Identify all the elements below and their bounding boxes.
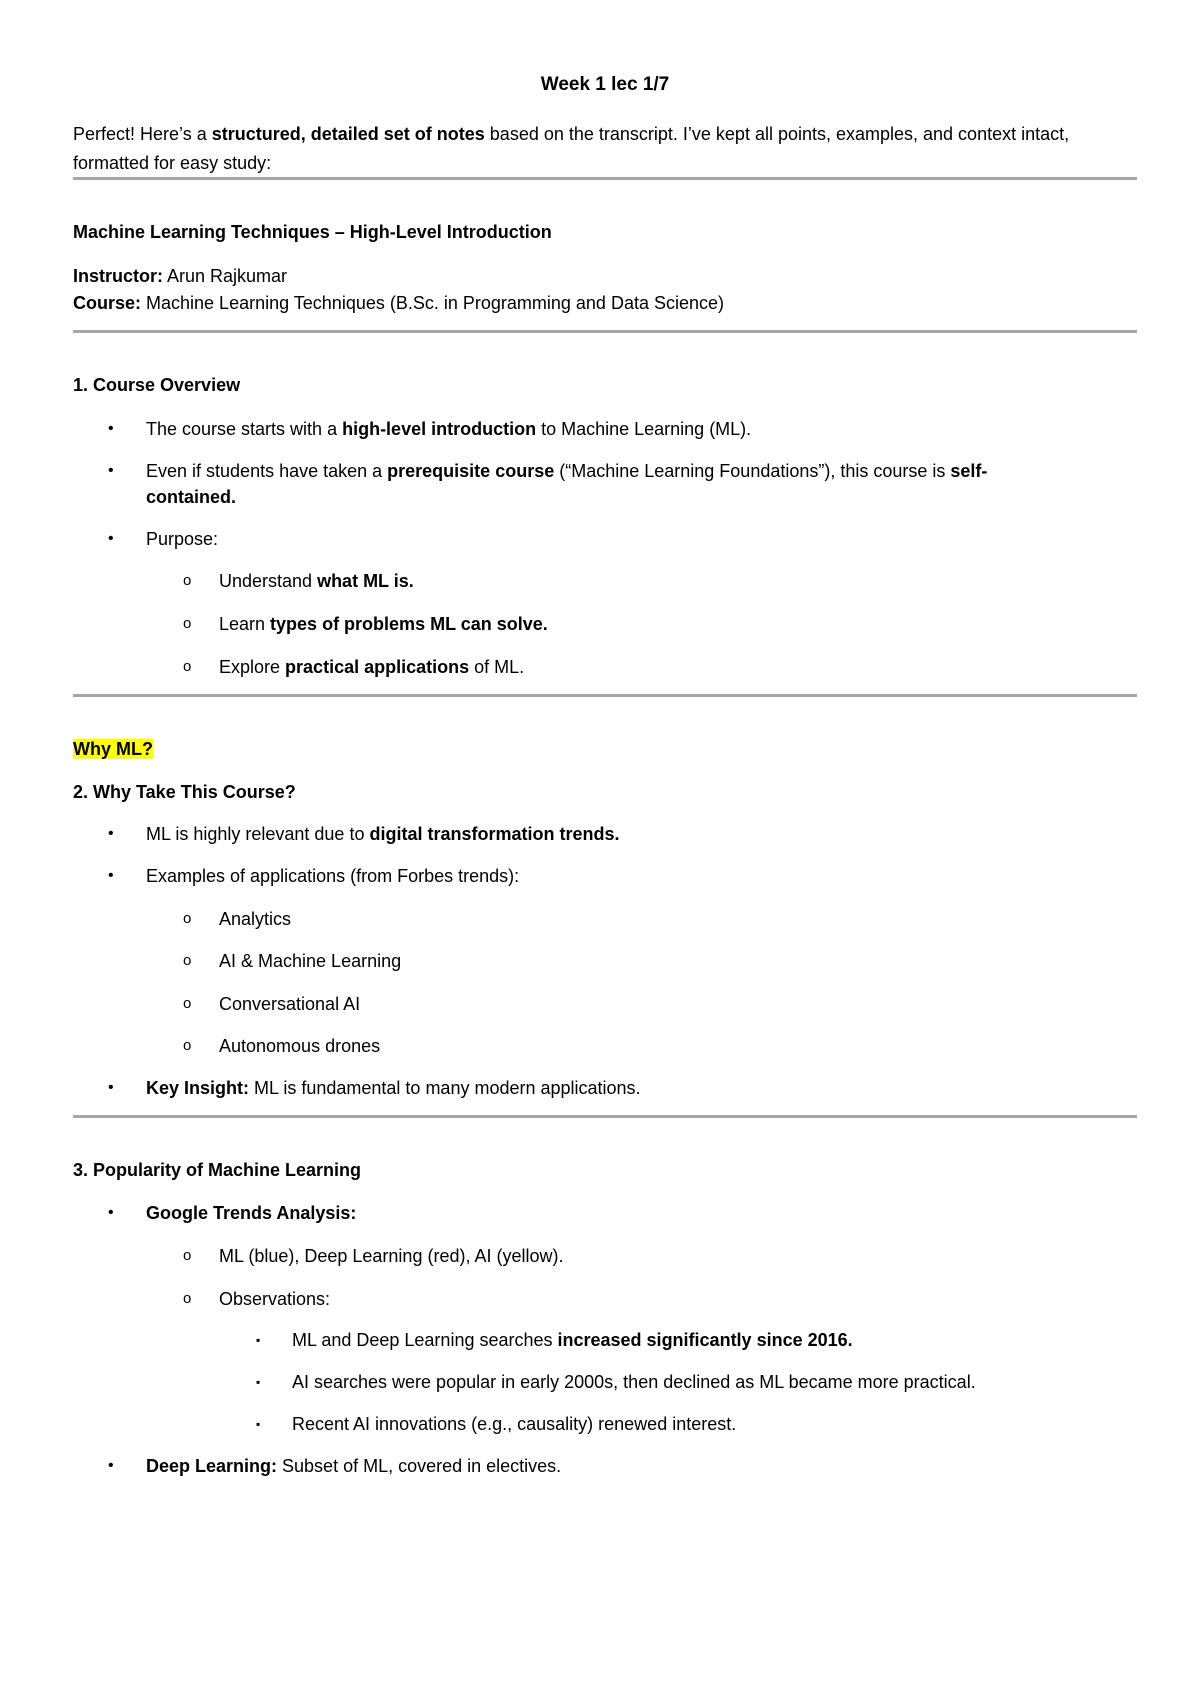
divider — [73, 177, 1137, 180]
circle-bullet-icon: o — [183, 572, 192, 589]
sub-list-item: Explore practical applications of ML. — [219, 657, 525, 677]
bullet-icon: • — [108, 867, 114, 884]
bullet-icon: • — [108, 1457, 114, 1474]
sub-list-item: Understand what ML is. — [219, 571, 414, 591]
square-bullet-icon: ▪ — [256, 1375, 261, 1389]
square-bullet-icon: ▪ — [256, 1333, 261, 1347]
circle-bullet-icon: o — [183, 1037, 192, 1054]
bullet-icon: • — [108, 1204, 114, 1221]
bullet-icon: • — [108, 530, 114, 547]
divider — [73, 694, 1137, 697]
list-item: Examples of applications (from Forbes trends): — [146, 866, 520, 886]
sub-list-item: Learn types of problems ML can solve. — [219, 614, 548, 634]
divider — [73, 1115, 1137, 1118]
sub-list-item: AI & Machine Learning — [219, 951, 402, 971]
sub-sub-list-item: AI searches were popular in early 2000s, then declined as ML became more practical. — [292, 1372, 976, 1392]
list-item: Google Trends Analysis: — [146, 1203, 357, 1223]
list-item: Key Insight: ML is fundamental to many modern applications. — [146, 1078, 641, 1098]
sub-list-item: Observations: — [219, 1289, 331, 1309]
circle-bullet-icon: o — [183, 952, 192, 969]
circle-bullet-icon: o — [183, 615, 192, 632]
bullet-icon: • — [108, 1079, 114, 1096]
page-title: Week 1 lec 1/7 — [540, 74, 670, 95]
circle-bullet-icon: o — [183, 910, 192, 927]
list-item: Even if students have taken a prerequisite course (“Machine Learning Foundations”), this course is self- — [146, 461, 988, 481]
circle-bullet-icon: o — [183, 1247, 192, 1264]
bullet-icon: • — [108, 462, 114, 479]
list-item: Purpose: — [146, 529, 219, 549]
circle-bullet-icon: o — [183, 995, 192, 1012]
section-heading-intro: Machine Learning Techniques – High-Level Introduction — [73, 222, 552, 242]
list-item: The course starts with a high-level introduction to Machine Learning (ML). — [146, 419, 752, 439]
bullet-icon: • — [108, 420, 114, 437]
square-bullet-icon: ▪ — [256, 1417, 261, 1431]
circle-bullet-icon: o — [183, 1290, 192, 1307]
divider — [73, 330, 1137, 333]
section-heading-3: 3. Popularity of Machine Learning — [73, 1160, 362, 1180]
sub-sub-list-item: Recent AI innovations (e.g., causality) renewed interest. — [292, 1414, 737, 1434]
list-item: Deep Learning: Subset of ML, covered in electives. — [146, 1456, 562, 1476]
sub-list-item: Autonomous drones — [219, 1036, 381, 1056]
section-heading-2: 2. Why Take This Course? — [73, 782, 296, 802]
section-heading-1: 1. Course Overview — [73, 375, 241, 395]
sub-sub-list-item: ML and Deep Learning searches increased significantly since 2016. — [292, 1330, 853, 1350]
sub-list-item: Analytics — [219, 909, 292, 929]
circle-bullet-icon: o — [183, 658, 192, 675]
intro-paragraph: Perfect! Here’s a structured, detailed set of notes based on the transcript. I’ve kept all points, examples, and context intact, formatted for easy study: — [73, 124, 1070, 173]
list-item-continuation: contained. — [146, 487, 237, 507]
list-item: ML is highly relevant due to digital transformation trends. — [146, 824, 620, 844]
instructor-line: Instructor: Arun Rajkumar — [73, 266, 288, 286]
course-line: Course: Machine Learning Techniques (B.Sc. in Programming and Data Science) — [73, 293, 724, 313]
sub-list-item: Conversational AI — [219, 994, 361, 1014]
sub-list-item: ML (blue), Deep Learning (red), AI (yellow). — [219, 1246, 564, 1266]
bullet-icon: • — [108, 825, 114, 842]
why-ml-highlight: Why ML? — [73, 739, 153, 759]
